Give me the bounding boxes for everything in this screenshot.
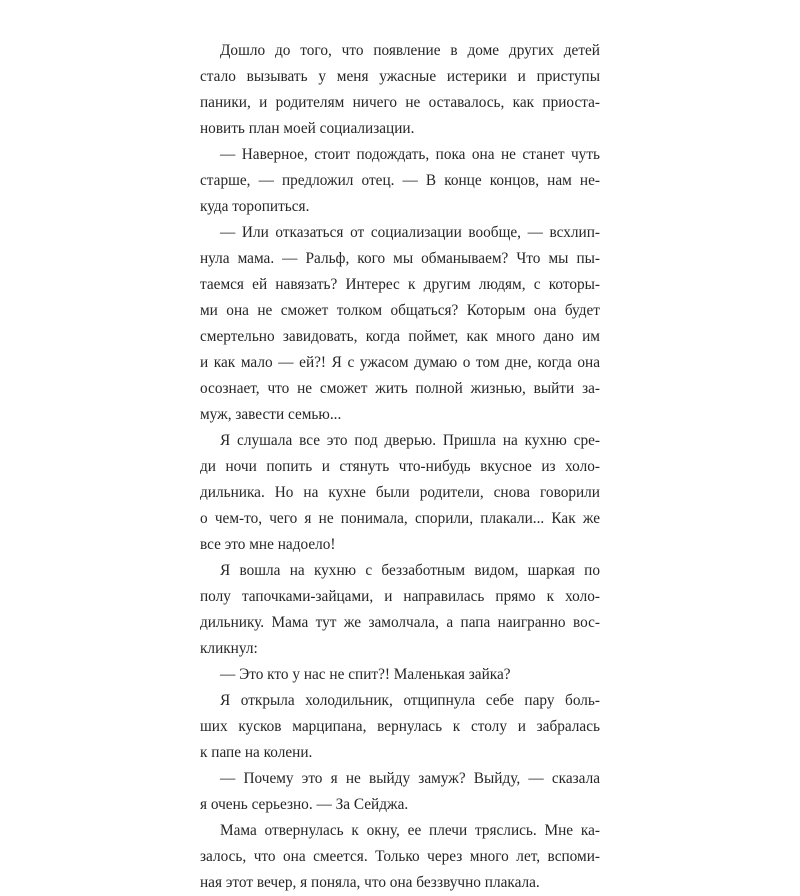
text-line: смертельно завидовать, когда поймет, как много дано им: [200, 328, 600, 345]
text-line: таемся ей навязать? Интерес к другим людям, с которы-: [200, 276, 600, 293]
text-line: — Или отказаться от социализации вообще, — всхлип-: [220, 224, 600, 241]
text-line: залось, что она смеется. Только через много лет, вспоми-: [200, 848, 600, 865]
text-line: стало вызывать у меня ужасные истерики и приступы: [200, 68, 600, 85]
text-line: — Почему это я не выйду замуж? Выйду, — сказала: [220, 770, 600, 787]
text-line: Мама отвернулась к окну, ее плечи тряслись. Мне ка-: [220, 822, 600, 839]
text-line: ная этот вечер, я поняла, что она беззвучно плакала.: [200, 874, 540, 891]
text-line: ди ночи попить и стянуть что-нибудь вкусное из холо-: [200, 458, 600, 475]
text-line: дильника. Но на кухне были родители, снова говорили: [200, 484, 600, 501]
text-line: нула мама. — Ральф, кого мы обманываем? Что мы пы-: [200, 250, 600, 267]
text-line: муж, завести семью...: [200, 406, 342, 423]
text-line: ших кусков марципана, вернулась к столу и забралась: [200, 718, 600, 735]
text-line: осознает, что не сможет жить полной жизнью, выйти за-: [200, 380, 600, 397]
page-text: [200, 38, 600, 896]
text-line: к папе на колени.: [200, 744, 313, 761]
text-line: старше, — предложил отец. — В конце концов, нам не-: [200, 172, 600, 189]
text-line: Я открыла холодильник, отщипнула себе пару боль-: [220, 692, 600, 709]
text-line: Я вошла на кухню с беззаботным видом, шаркая по: [220, 562, 600, 579]
text-line: дильнику. Мама тут же замолчала, а папа наигранно вос-: [200, 614, 600, 631]
text-line: кликнул:: [200, 640, 258, 657]
text-line: новить план моей социализации.: [200, 120, 415, 137]
text-line: и как мало — ей?! Я с ужасом думаю о том дне, когда она: [200, 354, 600, 371]
text-line: куда торопиться.: [200, 198, 310, 215]
text-line: Я слушала все это под дверью. Пришла на кухню сре-: [220, 432, 600, 449]
text-line: ми она не сможет толком общаться? Которым она будет: [200, 302, 600, 319]
text-line: о чем-то, чего я не понимала, спорили, плакали... Как же: [200, 510, 600, 527]
text-line: Дошло до того, что появление в доме других детей: [220, 42, 600, 59]
text-line: я очень серьезно. — За Сейджа.: [200, 796, 409, 813]
text-line: полу тапочками-зайцами, и направилась прямо к холо-: [200, 588, 600, 605]
text-line: все это мне надоело!: [200, 536, 336, 553]
text-line: паники, и родителям ничего не оставалось, как приоста-: [200, 94, 600, 111]
text-line: — Это кто у нас не спит?! Маленькая зайка?: [220, 666, 511, 683]
text-line: — Наверное, стоит подождать, пока она не станет чуть: [220, 146, 600, 163]
